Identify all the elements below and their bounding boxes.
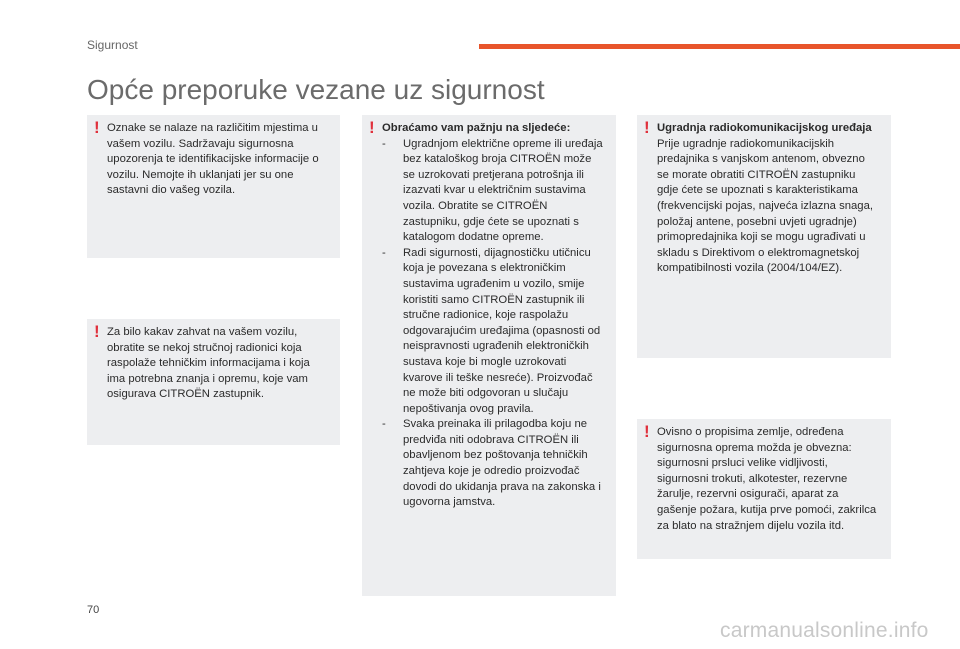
info-box-text: Prije ugradnje radiokomunikacijskih predajnika s vanjskom antenom, obvezno se morate obratiti CITROËN zastupniku gdje ćete se upoznati s karakteristikama (frekvencijski pojas, najveća izlazna snaga, položaj antene, posebni uvjeti ugradnje) primopredajnika koji se mogu ugrađivati u skladu s Direktivom o elektromagnetskoj kompatibilnosti vozila (2004/104/EZ). [657,137,874,275]
page-number: 70 [87,604,100,616]
list-item: - Ugradnjom električne opreme ili uređaja bez kataloškog broja CITROËN može se uzrokovati pretjerana potrošnja ili izazvati kvar u električnim sustavima vozila. Obratite se CITROËN zastupniku, gdje ćete se upoznati s katalogom dodatne opreme. [382,137,604,246]
info-box-heading: Ugradnja radiokomunikacijskog uređaja [657,122,872,134]
section-label: Sigurnost [87,38,138,52]
info-box-text: Ovisno o propisima zemlje, određena sigurnosna oprema možda je obvezna: sigurnosni prsluci velike vidljivosti, sigurnosni trokuti, alkotester, rezervne žarulje, rezervni osigurači, aparat za gašenje požara, kutija prve pomoći, zakrilca za blato na stražnjem dijelu vozila itd. [657,426,877,532]
info-box-radio [637,115,891,358]
exclamation-warning-icon: ! [369,118,375,137]
info-box-text: Oznake se nalaze na različitim mjestima u vašem vozilu. Sadržavaju sigurnosna upozorenja te identifikacijske informacije o vozilu. Nemojte ih uklanjati jer su one sastavni dio vašeg vozila. [107,122,319,197]
list-item: - Radi sigurnosti, dijagnostičku utičnicu koja je povezana s elektroničkim sustavima ugrađenim u vozilo, smije koristiti samo CITROËN zastupnik ili stručne radionice, koje raspolažu odgovarajućim uređajima (opasnosti od neispravnosti ugrađenih elektroničkih sustava koje bi mogle uzrokovati kvarove ili teške nesreće). Proizvođač ne može biti odgovoran u slučaju nepoštivanja ovog pravila. [382,246,604,418]
info-box-labels [87,115,340,258]
exclamation-warning-icon: ! [644,118,650,137]
exclamation-warning-icon: ! [94,322,100,341]
watermark: carmanualsonline.info [720,619,929,642]
info-box-attention [362,115,616,596]
attention-list [382,137,604,511]
info-box-workshop [87,319,340,445]
exclamation-warning-icon: ! [644,422,650,441]
page-title: Opće preporuke vezane uz sigurnost [87,74,545,105]
info-box-heading: Obraćamo vam pažnju na sljedeće: [382,122,571,134]
header-accent-bar [479,44,960,49]
exclamation-warning-icon: ! [94,118,100,137]
info-box-text: Za bilo kakav zahvat na vašem vozilu, obratite se nekoj stručnoj radionici koja raspolaže tehničkim informacijama i koja ima potrebna znanja i opremu, koje vam osigurava CITROËN zastupnik. [107,326,310,401]
list-item: - Svaka preinaka ili prilagodba koju ne predviđa niti odobrava CITROËN ili obavljenom bez poštovanja tehničkih zahtjeva koje je odredio proizvođač dovodi do ukidanja prava na zakonska i ugovorna jamstva. [382,417,604,511]
info-box-equipment [637,419,891,559]
